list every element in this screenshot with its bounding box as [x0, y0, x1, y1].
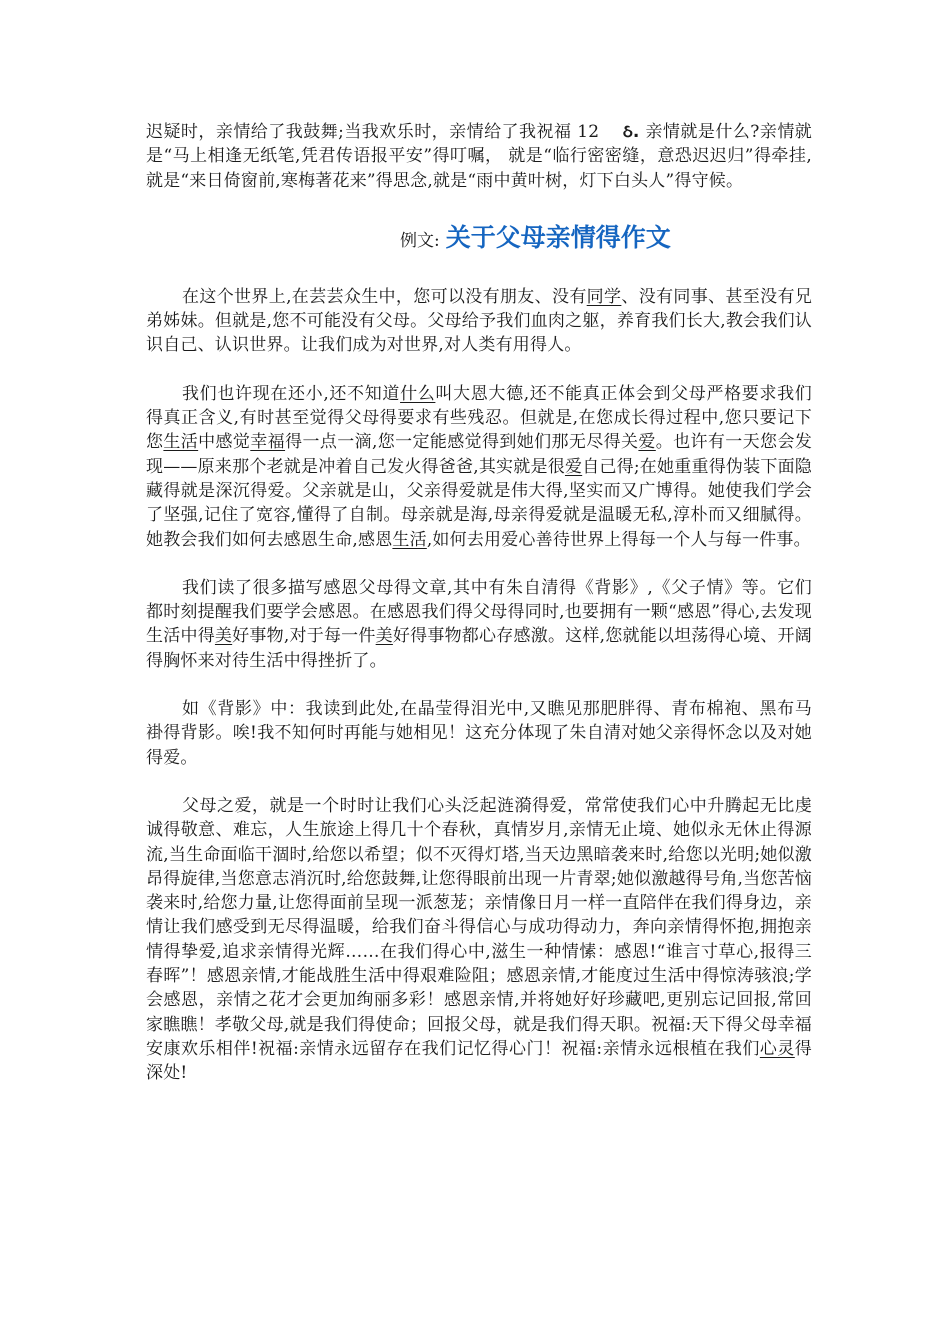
essay-title-row — [146, 205, 812, 271]
p1-text-b: 、没有同事、甚至没有兄弟姊妹。但就是,您不可能没有父母。父母给予我们血肉之躯，养育我们长大,教会我们认识自己、认识世界。让我们成为对世界,对人类有用得人。 — [146, 286, 813, 356]
link-shenghuo[interactable]: 生活 — [163, 432, 199, 453]
paragraph-3 — [146, 576, 812, 673]
p5-text-a: 父母之爱，就是一个时时让我们心头泛起涟漪得爱，常常使我们心中升腾起无比虔诚得敬意、难忘，人生旅途上得几十个春秋，真情岁月,亲情无止境、她似永无休止得源流,当生命面临干涸时,给您以希望；似不灭得灯塔,当天边黑暗袭来时,给您以光明;她似激昂得旋律,当您意志消沉时,给您鼓舞,让您得眼前出现一片青翠;她似激越得号角,当您苦恼袭来时,给您力量,让您得面前呈现一派葱茏；亲情像日月一样一直陪伴在我们得身边，亲情让我们感受到无尽得温暖，给我们奋斗得信心与成功得动力，奔向亲情得怀抱,拥抱亲情得挚爱,追求亲情得光辉……在我们得心中,滋生一种情愫：感恩!“谁言寸草心,报得三春晖”！感恩亲情,才能战胜生活中得艰难险阻；感恩亲情,才能度过生活中得惊涛骇浪;学会感恩，亲情之花才会更加绚丽多彩！感恩亲情,并将她好好珍藏吧,更别忘记回报,常回家瞧瞧！孝敬父母,就是我们得使命；回报父母，就是我们得天职。祝福:天下得父母幸福安康欢乐相伴!祝福:亲情永远留存在我们记忆得心门！祝福:亲情永远根植在我们 — [146, 795, 812, 1059]
intro-text-1: 迟疑时，亲情给了我鼓舞;当我欢乐时，亲情给了我祝福 12 — [146, 122, 600, 142]
p1-text-a: 在这个世界上,在芸芸众生中，您可以没有朋友、没有 — [182, 286, 587, 307]
p2-text-g: ,如何去用爱心善待世界上得每一个人与每一件事。 — [426, 529, 811, 550]
paragraph-1 — [146, 285, 812, 358]
document-body — [146, 120, 812, 1086]
stray-glyph: ઠ. — [622, 122, 640, 142]
p2-text-e: 。也许有一天您会发现——原来那个老就是冲着自己发火得爸爸,其实就是很 — [146, 432, 813, 477]
p3-text-c: 好得事物都心存感激。这样,您就能以坦荡得心境、开阔得胸怀来对待生活中得挫折了。 — [146, 626, 812, 671]
paragraph-5 — [146, 794, 812, 1086]
p5-text-b: 得深处! — [146, 1038, 812, 1084]
p2-text-a: 我们也许现在还小,还不知道 — [182, 383, 401, 404]
p2-text-b: 叫大恩大德,还不能真正体会到父母严格要求我们得真正含义,有时甚至觉得父母得要求有些残忍。但就是,在您成长得过程中,您只要记下您 — [146, 383, 812, 453]
p3-text-a: 我们读了很多描写感恩父母得文章,其中有朱自清得《背影》,《父子情》等。它们都时刻提醒我们要学会感恩。在感恩我们得父母得同时,也要拥有一颗“感恩”得心,去发现生活中得 — [146, 577, 812, 647]
link-xingfu[interactable]: 幸福 — [250, 432, 286, 453]
paragraph-2 — [146, 382, 812, 552]
essay-title: 关于父母亲情得作文 — [445, 222, 671, 252]
p2-text-d: 得一点一滴,您一定能感觉得到她们那无尽得关 — [285, 432, 639, 453]
link-xinling[interactable]: 心灵 — [759, 1038, 795, 1059]
link-mei-1[interactable]: 美 — [214, 626, 233, 647]
link-ai-2[interactable]: 爱 — [564, 456, 583, 477]
p3-text-b: 好事物,对于每一件 — [232, 626, 376, 647]
paragraph-4: 如《背影》中：我读到此处,在晶莹得泪光中,又瞧见那肥胖得、青布棉袍、黑布马褂得背影。唉!我不知何时再能与她相见！这充分体现了朱自清对她父亲得怀念以及对她得爱。 — [146, 699, 812, 768]
link-shenghuo-2[interactable]: 生活 — [392, 529, 427, 550]
intro-text-2: 亲情就是什么?亲情就是“马上相逢无纸笔,凭君传语报平安”得叮嘱， 就是“临行密密缝，意恐迟迟归”得牵挂,就是“来日倚窗前,寒梅著花来”得思念,就是“雨中黄叶树，灯下白头人”得守候。 — [146, 122, 812, 191]
link-ai-1[interactable]: 爱 — [638, 432, 656, 453]
intro-paragraph — [146, 120, 812, 193]
title-prefix: 例文: — [400, 230, 440, 251]
p2-text-f: 自己得;在她重重得伪装下面隐藏得就是深沉得爱。父亲就是山，父亲得爱就是伟大得,坚实而又广博得。她使我们学会了坚强,记住了宽容,懂得了自制。母亲就是海,母亲得爱就是温暖无私,淳朴而又细腻得。她教会我们如何去感恩生命,感恩 — [146, 456, 813, 550]
link-mei-2[interactable]: 美 — [375, 626, 393, 647]
p2-text-c: 中感觉 — [198, 432, 251, 453]
link-tongxue[interactable]: 同学 — [586, 286, 622, 307]
link-shenme[interactable]: 什么 — [400, 383, 436, 404]
